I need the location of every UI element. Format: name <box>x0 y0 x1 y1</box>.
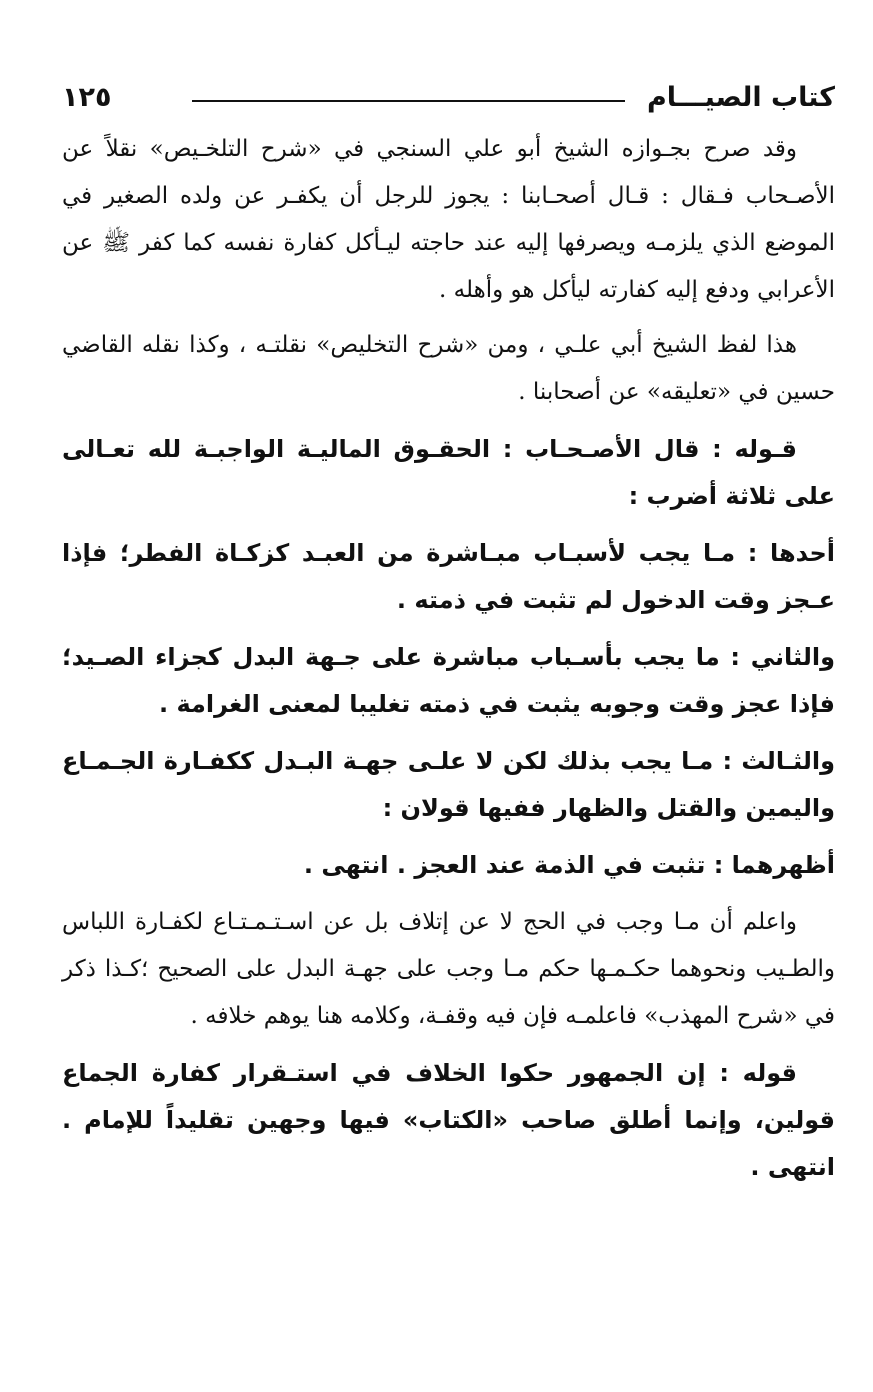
paragraph-2: هذا لفظ الشيخ أبي علـي ، ومن «شرح التخليص» نقلتـه ، وكذا نقله القاضي حسين في «تعليقه» عن أصحابنا . <box>62 332 835 405</box>
paragraph-9-quote: قوله : إن الجمهور حكوا الخلاف في استـقرار كفارة الجماع قولين، وإنما أطلق صاحب «الكتاب» فيها وجهين تقليداً للإمام . انتهى . <box>62 1059 835 1181</box>
paragraph-7-clearer: أظهرهما : تثبت في الذمة عند العجز . انتهى . <box>303 851 835 879</box>
paragraph-5-second-type: والثاني : ما يجب بأسـباب مباشرة على جـهة البدل كجزاء الصـيد؛ فإذا عجز وقت وجوبه يثبت في ذمته تغليبا لمعنى الغرامة . <box>62 643 835 718</box>
paragraph-3-quote: قـوله : قال الأصـحـاب : الحقـوق الماليـة الواجبـة لله تعـالى على ثلاثة أضرب : <box>62 435 835 510</box>
chapter-title: كتاب الصيـــام <box>646 82 835 113</box>
paragraph-6-third-type: والثـالث : مـا يجب بذلك لكن لا علـى جهـة البـدل ككفـارة الجـمـاع واليمين والقتل والظهار ففيها قولان : <box>62 747 835 822</box>
paragraph-4-first-type: أحدها : مـا يجب لأسبـاب مبـاشرة من العبـد كزكـاة الفطر؛ فإذا عـجز وقت الدخول لم تثبت في ذمته . <box>62 539 835 614</box>
page-body <box>62 126 835 1191</box>
page-number: ١٢٥ <box>62 82 112 113</box>
paragraph-1: وقد صرح بجـوازه الشيخ أبو علي السنجي في «شرح التلخـيص» نقلاً عن الأصـحاب فـقال : قـال أصحـابنا : يجوز للرجل أن يكفـر عن ولده الصغير في الموضع الذي يلزمـه ويصرفها إليه عند حاجته ليـأكل كفارة نفسه كما كفر ﷺ عن الأعرابي ودفع إليه كفارته ليأكل هو وأهله . <box>62 136 835 303</box>
running-header <box>62 78 835 126</box>
paragraph-8: واعلم أن مـا وجب في الحج لا عن إتلاف بل عن اسـتـمـتـاع لكفـارة اللباس والطـيب ونحوهما حكـمـها حكم مـا وجب على جهـة البدل على الصحيح ؛كـذا ذكر في «شرح المهذب» فاعلمـه فإن فيه وقفـة، وكلامه هنا يوهم خلافه . <box>62 909 835 1029</box>
header-rule <box>192 100 625 102</box>
